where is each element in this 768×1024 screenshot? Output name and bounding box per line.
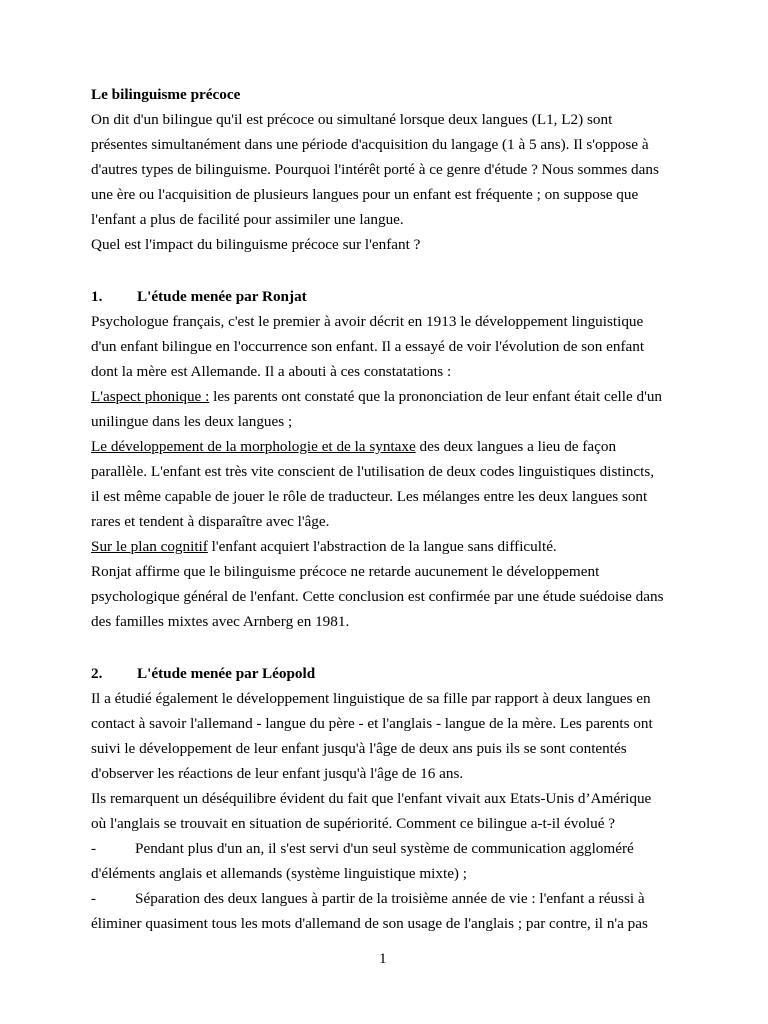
section-2-line: suivi le développement de leur enfant jusqu'à l'âge de deux ans puis ils se sont contentés [91,740,627,757]
section-2-line: Il a étudié également le développement linguistique de sa fille par rapport à deux langues en [91,690,651,707]
section-1-number: 1. [91,288,103,305]
phonic-continuation: unilingue dans les deux langues ; [91,413,293,430]
bullet-item [91,886,645,911]
bullet-text: Séparation des deux langues à partir de la troisième année de vie : l'enfant a réussi à [135,890,645,907]
phonic-label: L'aspect phonique : [91,388,210,405]
intro-line: présentes simultanément dans une période d'acquisition du langage (1 à 5 ans). Il s'oppose à [91,136,649,153]
conclusion-line: Ronjat affirme que le bilinguisme précoce ne retarde aucunement le développement [91,563,600,580]
cognitive-text: l'enfant acquiert l'abstraction de la langue sans difficulté. [207,538,557,555]
section-1-line: dont la mère est Allemande. Il a abouti à ces constatations : [91,363,452,380]
morphology-text: des deux langues a lieu de façon [415,438,617,455]
morphology-continuation: il est même capable de jouer le rôle de traducteur. Les mélanges entre les deux langues sont [91,488,648,505]
conclusion-line: des familles mixtes avec Arnberg en 1981. [91,613,350,630]
morphology-continuation: rares et tendent à disparaître avec l'âge. [91,513,330,530]
section-2-line: Ils remarquent un déséquilibre évident du fait que l'enfant vivait aux Etats-Unis d’Amérique [91,790,652,807]
conclusion-line: psychologique général de l'enfant. Cette conclusion est confirmée par une étude suédoise dans [91,588,664,605]
section-1-heading [91,284,307,309]
morphology-label: Le développement de la morphologie et de la syntaxe [91,438,416,455]
section-2-title: L'étude menée par Léopold [137,665,316,682]
intro-line: l'enfant a plus de facilité pour assimiler une langue. [91,211,404,228]
section-2-heading [91,661,315,686]
section-2-line: d'observer les réactions de leur enfant jusqu'à l'âge de 16 ans. [91,765,464,782]
cognitive-paragraph [91,534,557,559]
phonic-paragraph [91,384,662,409]
section-1-title: L'étude menée par Ronjat [137,288,307,305]
document-title: Le bilinguisme précoce [91,86,241,103]
intro-line: d'autres types de bilinguisme. Pourquoi l'intérêt porté à ce genre d'étude ? Nous sommes dans [91,161,659,178]
intro-line: On dit d'un bilingue qu'il est précoce ou simultané lorsque deux langues (L1, L2) sont [91,111,613,128]
section-2-number: 2. [91,665,103,682]
bullet-dash: - [91,890,97,907]
bullet-dash: - [91,840,97,857]
bullet-text: Pendant plus d'un an, il s'est servi d'un seul système de communication aggloméré [135,840,634,857]
intro-line: une ère ou l'acquisition de plusieurs langues pour un enfant est fréquente ; on suppose que [91,186,639,203]
section-1-line: d'un enfant bilingue en l'occurrence son enfant. Il a essayé de voir l'évolution de son enfant [91,338,645,355]
section-2-line: contact à savoir l'allemand - langue du père - et l'anglais - langue de la mère. Les parents ont [91,715,653,732]
bullet-continuation: d'éléments anglais et allemands (système linguistique mixte) ; [91,865,468,882]
bullet-continuation: éliminer quasiment tous les mots d'allemand de son usage de l'anglais ; par contre, il n'a pas [91,915,648,932]
section-2-line: où l'anglais se trouvait en situation de supériorité. Comment ce bilingue a-t-il évolué ? [91,815,616,832]
cognitive-label: Sur le plan cognitif [91,538,208,555]
bullet-item [91,836,634,861]
page-number: 1 [379,950,387,967]
intro-question: Quel est l'impact du bilinguisme précoce sur l'enfant ? [91,236,421,253]
section-1-line: Psychologue français, c'est le premier à avoir décrit en 1913 le développement linguistique [91,313,644,330]
morphology-paragraph [91,434,616,459]
morphology-continuation: parallèle. L'enfant est très vite conscient de l'utilisation de deux codes linguistiques distincts, [91,463,655,480]
phonic-text: les parents ont constaté que la prononciation de leur enfant était celle d'un [209,388,663,405]
